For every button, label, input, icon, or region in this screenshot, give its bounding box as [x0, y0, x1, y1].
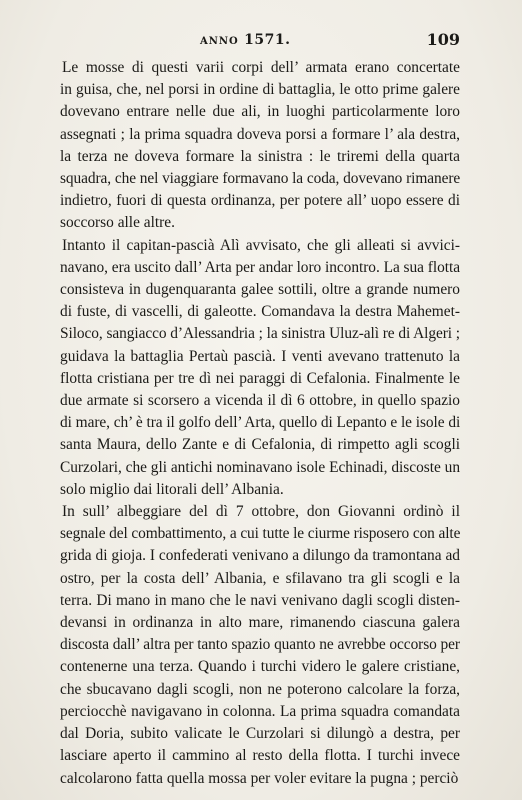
text-line: santa Maura, dello Zante e di Cefalonia, di rimpetto agli scogli: [60, 436, 460, 454]
body-text: [60, 57, 460, 790]
paragraph: [60, 235, 460, 501]
text-line: devansi in ordinanza in alto mare, rimanendo ciascuna galera: [60, 614, 460, 632]
text-line: discosta dall’ altra per tanto spazio quanto ne avrebbe occorso per: [60, 636, 460, 654]
text-line: indietro, fuori di questa ordinanza, per potere all’ uopo essere di: [60, 192, 460, 210]
text-line: segnale del combattimento, a cui tutte le ciurme risposero con alte: [60, 525, 461, 543]
text-line: la terza ne doveva formare la sinistra : le triremi della quarta: [60, 147, 460, 165]
page-header: [60, 30, 460, 52]
text-line: lasciare aperto il cammino al resto della flotta. I turchi invece: [60, 747, 460, 765]
text-line: terra. Di mano in mano che le navi venivano dagli scogli disten-: [60, 591, 460, 609]
text-line: Curzolari, che gli antichi nominavano isole Echinadi, discoste un: [60, 458, 460, 476]
text-line: navano, era uscito dall’ Arta per andar loro incontro. La sua flotta: [60, 258, 460, 276]
paragraph: [60, 501, 460, 790]
text-line: guidava la battaglia Pertaù pascià. I venti avevano trattenuto la: [60, 347, 460, 365]
text-line: soccorso alle altre.: [60, 214, 175, 232]
running-title-anno: ANNO: [200, 36, 239, 47]
text-line: di mare, ch’ è tra il golfo dell’ Arta, quello di Lepanto e le isole di: [60, 414, 461, 432]
text-line: assegnati ; la prima squadra doveva porsi a formare l’ ala destra,: [60, 125, 460, 143]
text-line: di fuste, di vascelli, di galeotte. Comandava la destra Mahemet-: [60, 303, 460, 321]
text-line: Le mosse di questi varii corpi dell’ armata erano concertate: [62, 59, 460, 76]
text-line: perciocchè navigavano in colonna. La prima squadra comandata: [60, 702, 460, 720]
paragraph: [60, 57, 460, 235]
text-line: squadra, che nel viaggiare formavano la coda, dovevano rimanere: [60, 170, 461, 188]
text-line: due armate si scorsero a vicenda il dì 6 ottobre, in quello spazio: [60, 392, 460, 410]
text-line: in guisa, che, nel porsi in ordine di battaglia, le otto prime galere: [60, 81, 460, 99]
text-line: contenerne una terza. Quando i turchi videro le galere cristiane,: [60, 658, 460, 676]
text-line: consisteva in dugenquaranta galee sottili, oltre a grande numero: [60, 281, 460, 299]
text-line: grida di gioja. I confederati venivano a dilungo da tramontana ad: [60, 547, 460, 565]
running-title: [200, 32, 290, 48]
text-line: Siloco, sangiacco d’Alessandria ; la sinistra Uluz-alì re di Algeri ;: [60, 325, 460, 343]
text-line: che sbucavano dagli scogli, non ne poterono calcolare la forza,: [60, 680, 460, 698]
text-line: Intanto il capitan-pascià Alì avvisato, che gli alleati si avvici-: [62, 236, 460, 254]
text-line: calcolarono fatta quella mossa per voler evitare la pugna ; perciò: [60, 769, 459, 787]
text-line: flotta cristiana per tre dì nei paraggi di Cefalonia. Finalmente le: [60, 369, 460, 387]
text-line: In sull’ albeggiare del dì 7 ottobre, don Giovanni ordinò il: [62, 503, 460, 521]
text-line: dovevano entrare nelle due ali, in luoghi particolarmente loro: [60, 103, 460, 121]
text-line: ostro, per la costa dell’ Albania, e sfilavano tra gli scogli e la: [60, 569, 460, 587]
page-number: 109: [426, 30, 460, 49]
text-line: solo miglio dai litorali dell’ Albania.: [60, 480, 284, 498]
text-line: dal Doria, subito valicate le Curzolari si dilungò a destra, per: [60, 725, 460, 743]
running-title-year: 1571.: [244, 32, 291, 48]
